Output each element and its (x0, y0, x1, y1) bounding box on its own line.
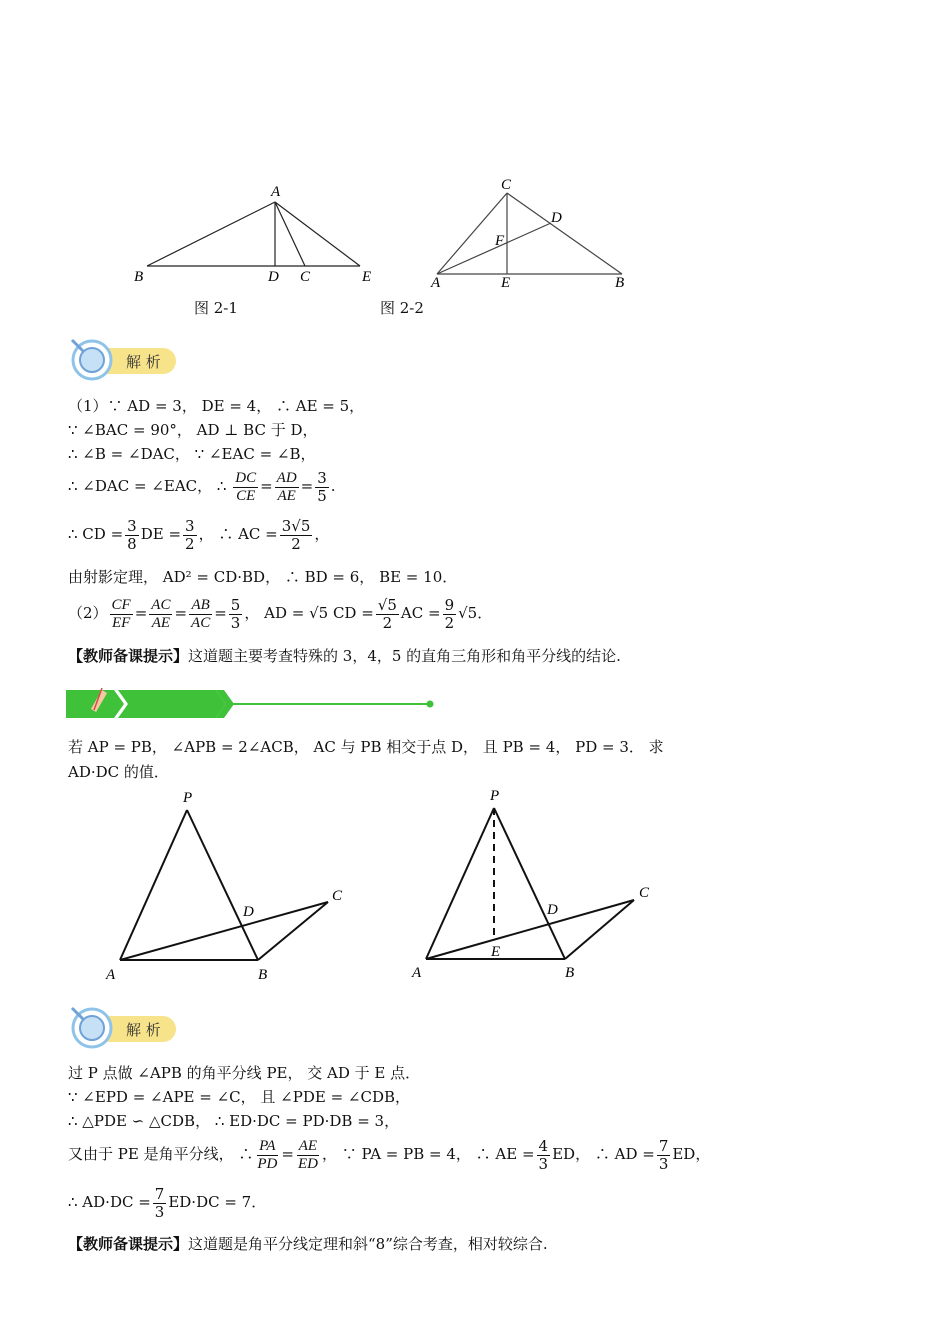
sol2-line1: 过 P 点做 ∠APB 的角平分线 PE， 交 AD 于 E 点． (68, 1064, 421, 1082)
sol2-line3: ∴ △PDE ∽ △CDB， ∴ ED·DC = PD·DB = 3， (68, 1112, 400, 1130)
left-label-a: A (106, 967, 116, 983)
fig1-caption: 图 2-1 (194, 299, 238, 317)
left-label-b: B (258, 967, 268, 983)
fig1-label-a: A (271, 184, 281, 200)
right-label-b: B (565, 965, 575, 981)
left-label-c: C (332, 888, 343, 904)
sol1-line4: ∴ ∠DAC = ∠EAC， ∴ $\frac{DC}{CE}$ = $\frac{AD}{AE}$ = $\frac{3}{5}$ . (68, 468, 336, 505)
fig1-label-d: D (268, 269, 279, 285)
sol2-line5: ∴ AD·DC = $\frac{7}{3}$ ED·DC = 7． (68, 1184, 267, 1221)
problem-figure-left (100, 785, 360, 985)
right-label-e: E (491, 944, 501, 960)
left-label-p: P (183, 790, 193, 806)
problem-figure-right (405, 785, 665, 985)
sol2-line2: ∵ ∠EPD = ∠APE = ∠C， 且 ∠PDE = ∠CDB， (68, 1088, 411, 1106)
prob2-line1: 若 AP = PB， ∠APB = 2∠ACB， AC 与 PB 相交于点 D， 且 PB = 4， PD = 3． 求 (68, 738, 664, 756)
right-label-d: D (547, 902, 558, 918)
right-label-p: P (490, 788, 500, 804)
figure-2-1 (120, 180, 380, 290)
sol1-line7: （2） $\frac{CF}{EF}$ = $\frac{AC}{AE}$ = $\frac{AB}{AC}$ = $\frac{5}{3}$ ， AD = √5 CD = $\frac{√5}{2}$ AC = $\frac{9}{2}$ √5． (68, 595, 493, 632)
right-label-c: C (639, 885, 650, 901)
fig2-caption: 图 2-2 (380, 299, 424, 317)
tip-text-2: 这道题是角平分线定理和斜“8”综合考查，相对较综合. (188, 1235, 548, 1253)
fig2-label-e: E (501, 275, 511, 291)
fig2-label-c: C (501, 177, 512, 193)
left-label-d: D (243, 904, 254, 920)
fig1-label-e: E (362, 269, 372, 285)
figure-2-2 (425, 175, 635, 295)
sol1-line6: 由射影定理， AD² = CD·BD， ∴ BD = 6， BE = 10． (68, 568, 458, 586)
tip-label-2: 【教师备课提示】 (68, 1235, 189, 1253)
fig2-label-b: B (615, 275, 625, 291)
fig1-label-b: B (134, 269, 144, 285)
fig2-label-f: F (495, 233, 505, 249)
example-banner (66, 686, 438, 722)
sol1-line3: ∴ ∠B = ∠DAC， ∵ ∠EAC = ∠B， (68, 445, 316, 463)
tip-label: 【教师备课提示】 (68, 647, 189, 665)
sol2-line4: 又由于 PE 是角平分线， ∴ $\frac{PA}{PD}$ = $\frac{AE}{ED}$ ， ∵ PA = PB = 4， ∴ AE = $\frac{4}{3}$ ED， ∴ AD = $\frac{7}{3}$ ED， (68, 1136, 711, 1173)
fig1-label-c: C (300, 269, 311, 285)
right-label-a: A (412, 965, 422, 981)
prob2-line2: AD·DC 的值． (68, 763, 169, 781)
badge-label: 解 析 (126, 353, 161, 371)
fig2-label-a: A (431, 275, 441, 291)
sol1-line2: ∵ ∠BAC = 90°， AD ⊥ BC 于 D， (68, 421, 318, 439)
sol1-tip (68, 646, 621, 666)
badge-label-2: 解 析 (126, 1021, 161, 1039)
analysis-badge (68, 336, 180, 382)
sol2-tip (68, 1234, 548, 1254)
sol1-line5: ∴ CD = $\frac{3}{8}$ DE = $\frac{3}{2}$ ， ∴ AC = $\frac{3√5}{2}$ ， (68, 516, 330, 553)
analysis-badge-2 (68, 1004, 180, 1050)
tip-text: 这道题主要考查特殊的 3，4，5 的直角三角形和角平分线的结论. (188, 647, 621, 665)
fig2-label-d: D (551, 210, 562, 226)
sol1-line1: （1）∵ AD = 3， DE = 4， ∴ AE = 5， (68, 397, 365, 415)
